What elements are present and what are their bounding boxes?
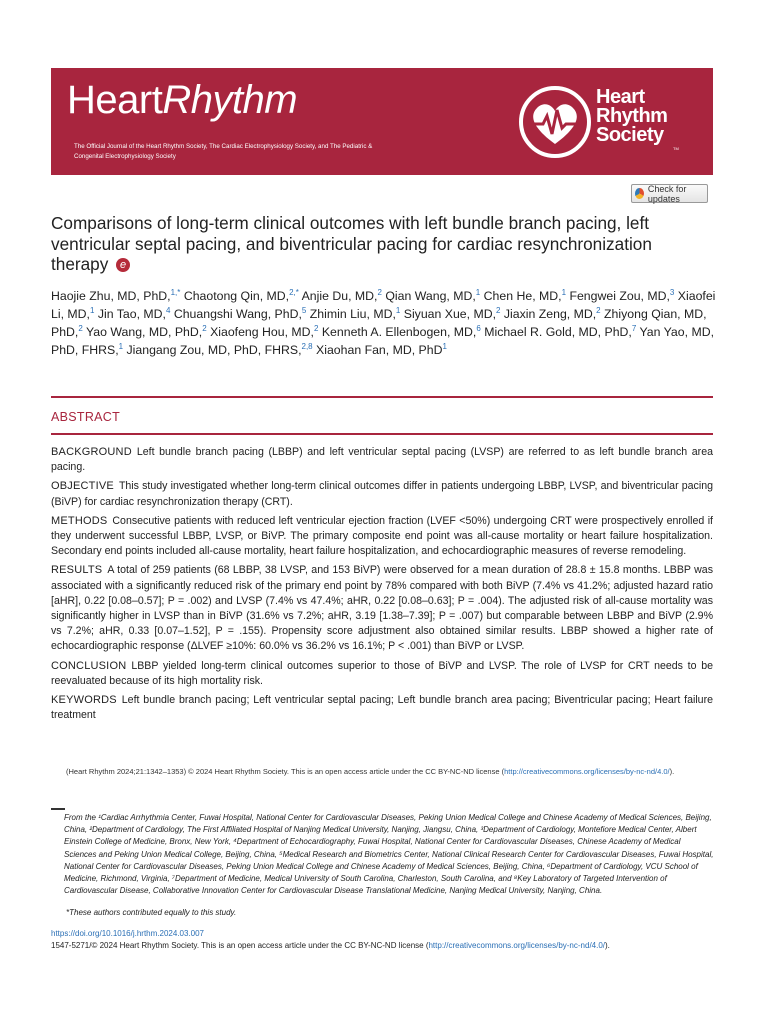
abstract-section [51, 479, 713, 509]
society-logo [517, 84, 697, 164]
author-affiliation-marker: 4 [165, 305, 171, 315]
abstract-section-text: Consecutive patients with reduced left ventricular ejection fraction (LVEF <50%) undergoing CRT were prospectively enrolled if they underwent successful LBBP, LVSP, or BiVP. The primary composite end point was all-cause mortality or heart failure hospitalization. Secondary end points included all-cause mortality, heart failure hospitalization, and echocardiographic measures of reverse remodeling. [51, 514, 713, 558]
crossmark-icon [635, 188, 644, 199]
abstract-section [51, 445, 713, 475]
author-name: Yan Yao, MD, PhD, FHRS, [51, 325, 714, 357]
author-name: Zhiyong Qian, MD, PhD, [51, 307, 707, 339]
author-list [51, 287, 717, 359]
abstract-section [51, 563, 713, 654]
abstract-section-text: LBBP yielded long-term clinical outcomes superior to those of BiVP and LVSP. The role of LVSP for CRT needs to be reevaluated because of its high mortality risk. [51, 659, 713, 687]
author-name: Chaotong Qin, MD, [183, 289, 290, 303]
author-affiliation-marker: 1 [442, 341, 447, 351]
copyright-text: 1547-5271/© 2024 Heart Rhythm Society. This is an open access article under the CC BY-NC-ND license ( [51, 941, 429, 950]
author-affiliation-marker: 1 [475, 287, 481, 297]
author-affiliation-marker: 2 [377, 287, 382, 297]
abstract-section-label: CONCLUSION [51, 659, 127, 672]
author-affiliation-marker: 2 [496, 305, 501, 315]
society-line-1: Heart [596, 86, 645, 108]
citation-end: ). [669, 767, 675, 776]
citation-line [66, 767, 716, 776]
author-name: Zhimin Liu, MD, [309, 307, 396, 321]
author-name: Kenneth A. Ellenbogen, MD, [321, 325, 477, 339]
journal-name-italic: Rhythm [162, 78, 298, 122]
license-link[interactable]: http://creativecommons.org/licenses/by-nc-nd/4.0/ [504, 767, 670, 776]
journal-logo-text [67, 78, 297, 123]
e-component-icon[interactable]: e [116, 258, 130, 272]
author-affiliation-marker: 2 [78, 323, 83, 333]
footnote-rule [51, 808, 65, 810]
society-line-3: Society [596, 124, 664, 146]
author-affiliation-marker: 7 [631, 323, 637, 333]
author-name: Chuangshi Wang, PhD, [173, 307, 302, 321]
abstract-body [51, 445, 713, 727]
abstract-section-text: This study investigated whether long-term clinical outcomes differ in patients undergoing LBBP, LVSP, and biventricular pacing (BiVP) for cardiac resynchronization therapy (CRT). [51, 480, 713, 508]
author-name: Chen He, MD, [483, 289, 562, 303]
article-title [51, 213, 671, 275]
abstract-section-label: RESULTS [51, 564, 103, 577]
author-affiliation-marker: 1 [561, 287, 567, 297]
check-for-updates-button[interactable] [631, 184, 708, 203]
author-affiliation-marker: 2 [202, 323, 207, 333]
abstract-divider [51, 433, 713, 435]
abstract-section-text: A total of 259 patients (68 LBBP, 38 LVSP, and 153 BiVP) were observed for a mean duration of 28.8 ± 15.8 months. LBBP was associated with a significantly reduced risk of the primary end point by 78% compared with both BiVP (7.4% vs 41.2%; adjusted hazard ratio [aHR], 0.22 [0.08–0.57]; P = .002) and LVSP (7.4% vs 47.4%; aHR, 0.22 [0.08–0.63]; P = .004). The adjusted risk of all-cause mortality was significantly higher in LVSP than in BiVP (31.6% vs 7.2%; aHR, 3.19 [1.38–7.39]; P = .007) but comparable between LBBP and BiVP (2.9% vs 7.2%; aHR, 0.33 [0.07–1.52], P = .155). Propensity score adjustment also obtained similar results. LBBP showed a higher rate of echocardiographic response (ΔLVEF ≥10%: 60.0% vs 36.2% vs 16.1%; P < .001) than BiVP or LVSP. [51, 564, 713, 653]
abstract-section [51, 659, 713, 689]
author-affiliation-marker: 3 [669, 287, 675, 297]
heart-rhythm-society-icon [517, 84, 593, 160]
copyright-license-link[interactable]: http://creativecommons.org/licenses/by-nc-nd/4.0/ [428, 941, 606, 950]
author-name: Michael R. Gold, MD, PhD, [484, 325, 632, 339]
article-title-text: Comparisons of long-term clinical outcomes with left bundle branch pacing, left ventricular septal pacing, and biventricular pacing for cardiac resynchronization therapy [51, 213, 652, 274]
author-name: Fengwei Zou, MD, [569, 289, 670, 303]
top-divider [51, 396, 713, 398]
author-affiliation-marker: 2 [313, 323, 319, 333]
copyright-line [51, 941, 717, 950]
abstract-section-text: Left bundle branch pacing; Left ventricular septal pacing; Left bundle branch area pacing; Biventricular pacing; Heart failure treatment [51, 694, 713, 722]
abstract-section-label: BACKGROUND [51, 446, 132, 458]
author-affiliation-marker: 5 [301, 305, 307, 315]
author-affiliation-marker: 2,* [289, 287, 299, 297]
society-name [596, 88, 667, 145]
journal-name-plain: Heart [67, 78, 163, 122]
trademark: TM [673, 146, 679, 151]
abstract-section-label: KEYWORDS [51, 694, 117, 707]
author-affiliation-marker: 2 [596, 305, 601, 315]
journal-tagline: The Official Journal of the Heart Rhythm Society, The Cardiac Electrophysiology Society, and The Pediatric & Congenital Electrophysiology Society [74, 143, 373, 160]
author-name: Jiangang Zou, MD, PhD, FHRS, [126, 343, 302, 357]
author-name: Siyuan Xue, MD, [403, 307, 497, 321]
author-affiliation-marker: 1 [118, 341, 124, 351]
author-affiliation-marker: 6 [476, 323, 481, 333]
author-name: Jin Tao, MD, [97, 307, 166, 321]
author-name: Xiaohan Fan, MD, PhD [316, 343, 443, 357]
abstract-section [51, 514, 713, 560]
copyright-end: ). [605, 941, 610, 950]
abstract-section [51, 693, 713, 723]
society-line-2: Rhythm [596, 105, 668, 127]
citation-text: (Heart Rhythm 2024;21:1342–1353) © 2024 Heart Rhythm Society. This is an open access article under the CC BY-NC-ND license ( [66, 767, 505, 776]
journal-banner [51, 68, 713, 175]
author-name: Haojie Zhu, MD, PhD, [51, 289, 171, 303]
abstract-section-text: Left bundle branch pacing (LBBP) and left ventricular septal pacing (LVSP) are referred to as left bundle branch area pacing. [51, 446, 713, 474]
author-name: Qian Wang, MD, [385, 289, 476, 303]
abstract-section-label: OBJECTIVE [51, 480, 114, 493]
abstract-heading: ABSTRACT [51, 410, 121, 424]
author-affiliation-marker: 1 [89, 305, 95, 315]
doi-link[interactable]: https://doi.org/10.1016/j.hrthm.2024.03.007 [51, 929, 204, 938]
author-affiliation-marker: 1,* [170, 287, 181, 297]
author-name: Yao Wang, MD, PhD, [86, 325, 203, 339]
affiliations: From the ¹Cardiac Arrhythmia Center, Fuwai Hospital, National Center for Cardiovascular Diseases, Peking Union Medical College and Chinese Academy of Medical Sciences, Beijing, China, ²Department of Cardiology, The First Affiliated Hospital of Nanjing Medical University, Nanjing, Jiangsu, China, ³Department of Cardiology, Montefiore Medical Center, Albert Einstein College of Medicine, Bronx, New York, ⁴Department of Echocardiography, Fuwai Hospital, National Center for Cardiovascular Diseases, Chinese Academy of Medical Sciences and Peking Union Medical College, Beijing, China, ⁵Medical Research and Biometrics Center, National Clinical Research Center for Cardiovascular Diseases, Fuwai Hospital, National Center for Cardiovascular Diseases, Peking Union Medical College and Chinese Academy of Medical Sciences, Beijing, China, ⁶Department of Cardiology, VCU School of Medicine, Richmond, Virginia, ⁷Department of Medicine, Medical University of South Carolina, Charleston, South Carolina, and ⁸Key Laboratory of Targeted Intervention of Cardiovascular Disease, Collaborative Innovation Center for Cardiovascular Disease Translational Medicine, Nanjing Medical University, Nanjing, China. [64, 813, 714, 896]
author-name: Xiaofei Li, MD, [51, 289, 716, 321]
equal-contribution-note: *These authors contributed equally to this study. [66, 908, 237, 917]
author-name: Jiaxin Zeng, MD, [503, 307, 597, 321]
author-affiliation-marker: 1 [395, 305, 401, 315]
author-name: Xiaofeng Hou, MD, [210, 325, 314, 339]
author-affiliation-marker: 2,8 [301, 341, 313, 351]
check-for-updates-label: Check for updates [647, 183, 687, 204]
abstract-section-label: METHODS [51, 514, 108, 527]
author-name: Anjie Du, MD, [301, 289, 378, 303]
